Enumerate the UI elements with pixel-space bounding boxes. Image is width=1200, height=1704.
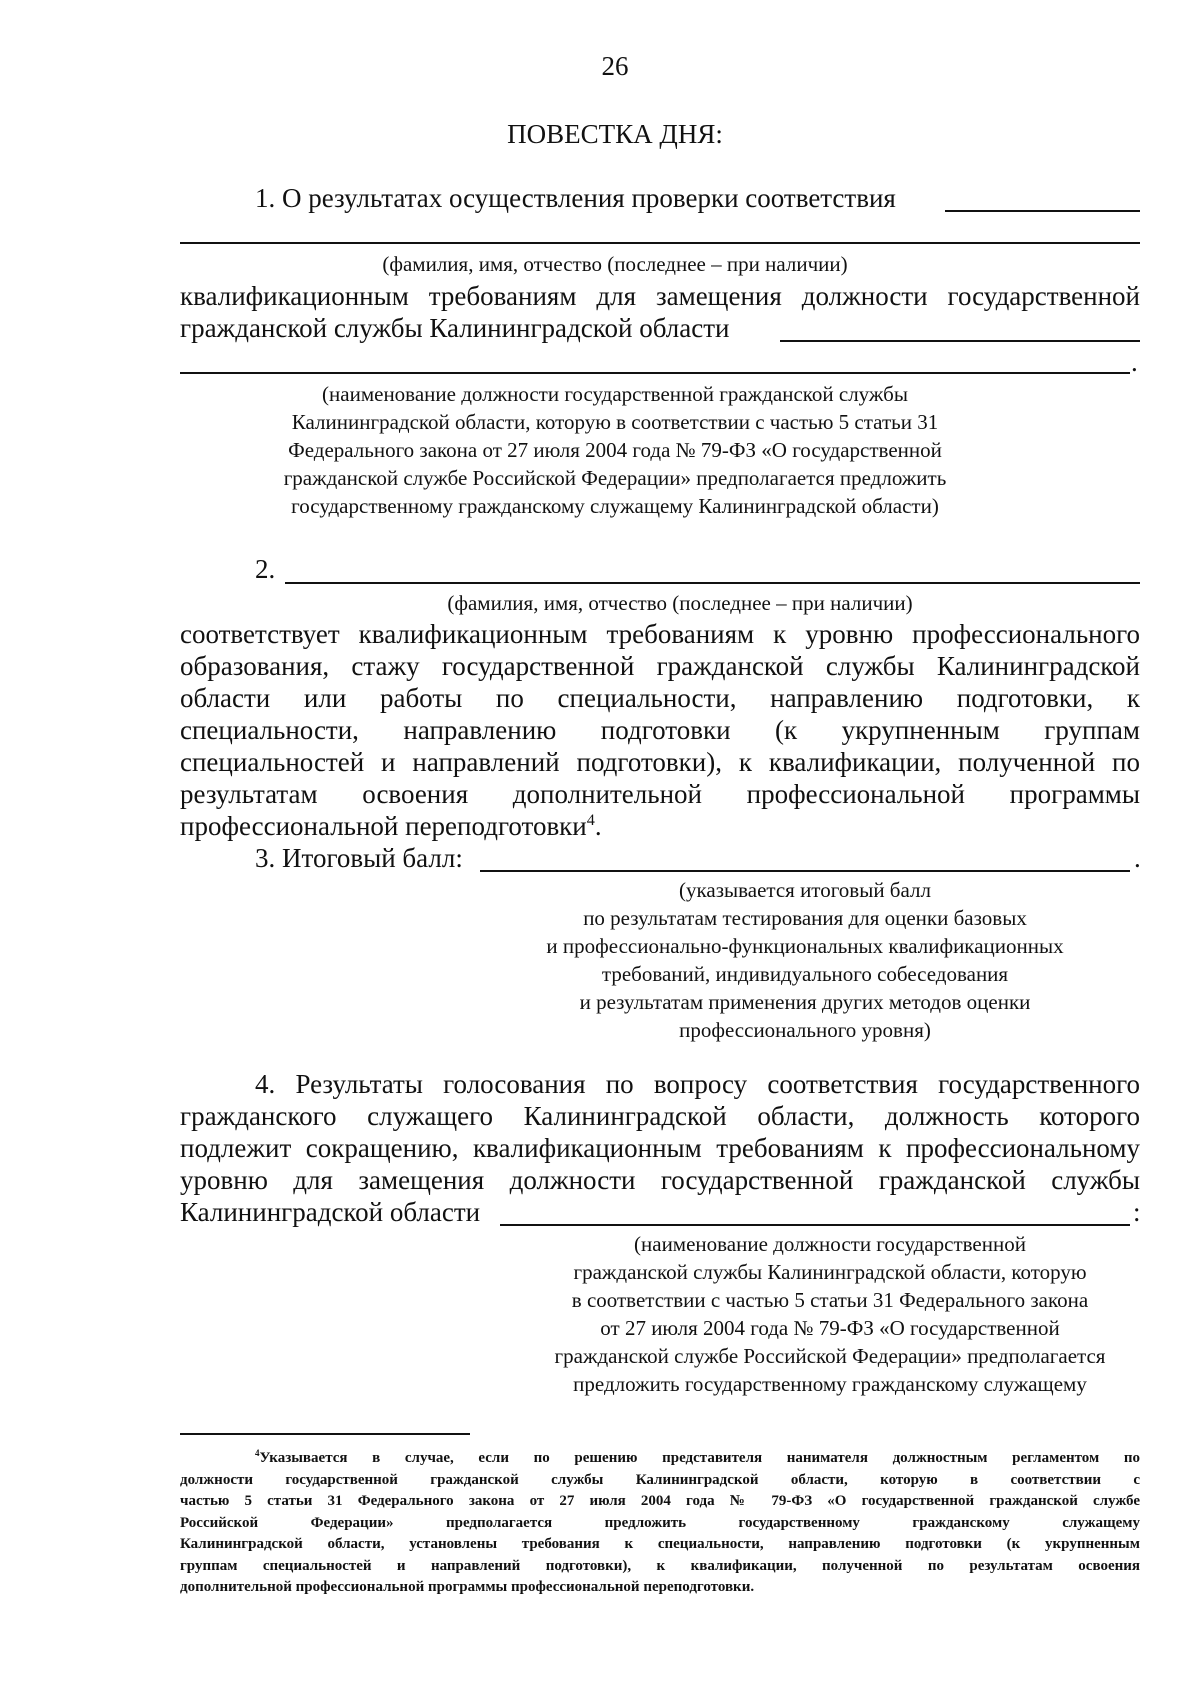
item1-text-line-a: квалификационным требованиям для замещения должности государственной (180, 281, 1140, 311)
item4-line: 4. Результаты голосования по вопросу соответствия государственного (255, 1069, 1140, 1099)
item4-end-colon: : (1133, 1197, 1141, 1227)
item4-last-line: Калининградской области (180, 1197, 481, 1227)
caption-line: и профессионально-функциональных квалификационных (546, 934, 1064, 958)
footnote (180, 1448, 1140, 1599)
caption-line: профессионального уровня) (679, 1018, 931, 1042)
footnote-ref: 4 (586, 811, 595, 829)
caption-line: гражданской службе Российской Федерации» предполагается предложить (283, 466, 947, 490)
item2-last-end: . (594, 811, 602, 841)
item1-caption-position (0, 380, 1200, 520)
item4-fill-line (500, 1224, 1130, 1226)
item4-line: уровню для замещения должности государственной гражданской службы (180, 1165, 1140, 1195)
item4-caption (440, 1230, 1200, 1398)
page-number: 26 (601, 51, 629, 81)
item1-fill-line-2 (180, 242, 1140, 244)
item3-end-period: . (1134, 843, 1141, 873)
agenda-heading: ПОВЕСТКА ДНЯ: (507, 119, 723, 149)
item2-line: результатам освоения дополнительной профессиональной программы (180, 779, 1140, 809)
item2-line: области или работы по специальности, направлению подготовки, к (180, 683, 1140, 713)
caption-line: (наименование должности государственной гражданской службы (322, 382, 908, 406)
footnote-last-line: дополнительной профессиональной программы профессиональной переподготовки. (180, 1579, 755, 1595)
item3-caption (400, 876, 1200, 1044)
item2-last-text: профессиональной переподготовки (180, 811, 587, 841)
item1-end-period: . (1131, 347, 1138, 377)
caption-line: от 27 июля 2004 года № 79-ФЗ «О государственной (600, 1316, 1060, 1340)
footnote-line: Калининградской области, установлены требования к специальности, направлению подготовки (к укрупненным (180, 1536, 1140, 1552)
caption-line: государственному гражданскому служащему Калининградской области) (291, 494, 939, 518)
item3-lead: 3. Итоговый балл: (255, 843, 463, 873)
item4-paragraph (180, 1068, 1140, 1228)
item4-line: подлежит сокращению, квалификационным требованиям к профессиональному (180, 1133, 1140, 1163)
footnote-line: группам специальностей и направлений подготовки), к квалификации, полученной по результатам освоения (180, 1557, 1140, 1574)
item1-fill-line-3 (780, 340, 1140, 342)
caption-line: гражданской службе Российской Федерации» предполагается (554, 1344, 1106, 1368)
footnote-line (255, 1448, 1140, 1470)
footnote-marker: 4 (255, 1448, 260, 1458)
item2-last-line (180, 810, 1140, 842)
caption-line: Калининградской области, которую в соответствии с частью 5 статьи 31 (291, 410, 939, 434)
item1-caption-fio: (фамилия, имя, отчество (последнее – при наличии) (382, 252, 848, 276)
caption-line: требований, индивидуального собеседования (601, 962, 1009, 986)
item1-fill-line-4 (180, 372, 1130, 374)
footnote-line: Российской Федерации» предполагается предложить государственному гражданскому служащему (180, 1514, 1140, 1531)
caption-line: (наименование должности государственной (634, 1232, 1026, 1256)
item3-fill-line (480, 870, 1130, 872)
item1-fill-line-1 (945, 210, 1140, 212)
footnote-line: должности государственной гражданской службы Калининградской области, которую в соответствии с (180, 1471, 1140, 1488)
caption-line: гражданской службы Калининградской области, которую (573, 1260, 1087, 1284)
caption-line: (указывается итоговый балл (679, 878, 931, 902)
item2-paragraph (180, 618, 1140, 842)
item2-lead: 2. (255, 554, 276, 584)
item2-caption-fio: (фамилия, имя, отчество (последнее – при наличии) (447, 591, 913, 615)
item2-line: специальности, направлению подготовки (к укрупненным группам (180, 715, 1140, 745)
item2-fill-line (285, 582, 1140, 584)
footnote-first-text: Указывается в случае, если по решению представителя нанимателя должностным регламентом по (259, 1450, 1140, 1466)
caption-line: и результатам применения других методов оценки (579, 990, 1031, 1014)
item2-line: образования, стажу государственной гражданской службы Калининградской (180, 651, 1140, 681)
caption-line: предложить государственному гражданскому служащему (573, 1372, 1087, 1396)
item1-text-line-b: гражданской службы Калининградской области (180, 313, 730, 343)
caption-line: Федерального закона от 27 июля 2004 года № 79-ФЗ «О государственной (288, 438, 942, 462)
footnote-separator (180, 1433, 470, 1435)
caption-line: по результатам тестирования для оценки базовых (583, 906, 1027, 930)
item2-line: соответствует квалификационным требованиям к уровню профессионального (180, 619, 1140, 649)
item2-line: специальностей и направлений подготовки), к квалификации, полученной по (180, 747, 1140, 777)
footnote-line: частью 5 статьи 31 Федерального закона от 27 июля 2004 года № 79-ФЗ «О государственной гражданской службе (180, 1493, 1140, 1509)
item4-line: гражданского служащего Калининградской области, должность которого (180, 1101, 1140, 1131)
caption-line: в соответствии с частью 5 статьи 31 Федерального закона (571, 1288, 1089, 1312)
item1-lead: 1. О результатах осуществления проверки соответствия (255, 183, 896, 213)
